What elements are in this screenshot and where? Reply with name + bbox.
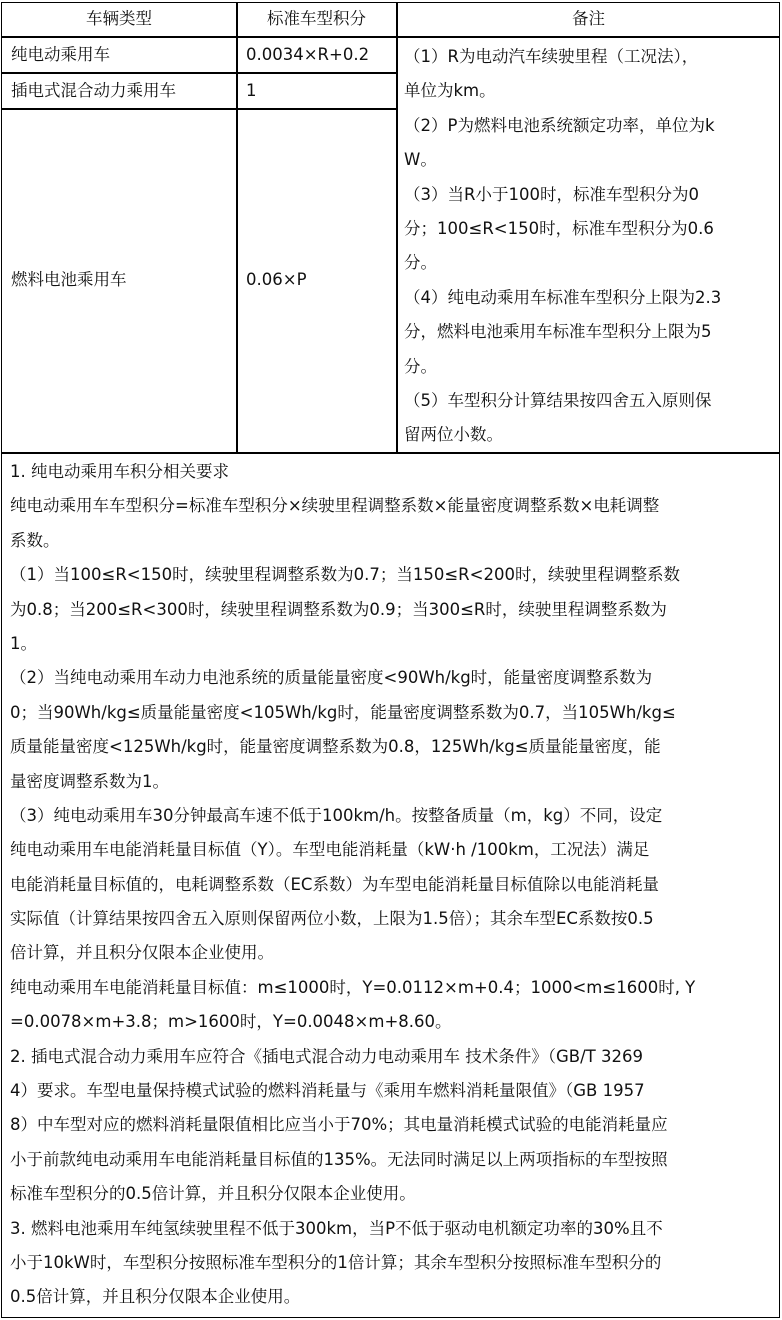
remarks-line: W。 <box>404 150 437 170</box>
notes-line: 质量能量密度<125Wh/kg时，能量密度调整系数为0.8，125Wh/kg≤质量能量密度，能 <box>10 737 661 757</box>
notes-line: 倍计算，并且积分仅限本企业使用。 <box>10 943 274 963</box>
notes-line: （2）当纯电动乘用车动力电池系统的质量能量密度<90Wh/kg时，能量密度调整系数为 <box>10 668 653 688</box>
notes-line: 标准车型积分的0.5倍计算，并且积分仅限本企业使用。 <box>10 1184 416 1204</box>
notes-line: 3. 燃料电池乘用车纯氢续驶里程不低于300km，当P不低于驱动电机额定功率的30%且不 <box>10 1218 663 1238</box>
row1-divider <box>1 72 397 74</box>
remarks-line: 分。 <box>404 356 437 376</box>
remarks-line: （1）R为电动汽车续驶里程（工况法）， <box>404 47 699 66</box>
row-fcev-type: 燃料电池乘用车 <box>11 270 127 289</box>
remarks-line: 留两位小数。 <box>404 425 503 445</box>
notes-line: 量密度调整系数为1。 <box>10 771 169 791</box>
notes-line: 4）要求。车型电量保持模式试验的燃料消耗量与《乘用车燃料消耗量限值》（GB 1957 <box>10 1081 645 1101</box>
notes-line: 1。 <box>10 633 37 653</box>
notes-line: 0；当90Wh/kg≤质量能量密度<105Wh/kg时，能量密度调整系数为0.7，当105Wh/kg≤ <box>10 702 676 722</box>
notes-line: 小于10kW时，车型积分按照标准车型积分的1倍计算；其余车型积分按照标准车型积分的 <box>10 1252 662 1272</box>
notes-line: （3）纯电动乘用车30分钟最高车速不低于100km/h。按整备质量（m，kg）不同，设定 <box>10 805 663 825</box>
notes-line: 1. 纯电动乘用车积分相关要求 <box>10 462 229 481</box>
col1-divider <box>236 2 238 453</box>
remarks-line: 分，燃料电池乘用车标准车型积分上限为5 <box>404 322 712 342</box>
col2-divider <box>396 2 398 453</box>
notes-line: 纯电动乘用车车型积分=标准车型积分×续驶里程调整系数×能量密度调整系数×电耗调整 <box>10 496 660 516</box>
row-fcev-score: 0.06×P <box>246 270 307 289</box>
notes-line: 0.5倍计算，并且积分仅限本企业使用。 <box>10 1287 301 1307</box>
notes-line: 为0.8；当200≤R<300时，续驶里程调整系数为0.9；当300≤R时，续驶里程调整系数为 <box>10 599 667 619</box>
notes-line: 8）中车型对应的燃料消耗量限值相比应当小于70%；其电量消耗模式试验的电能消耗量应 <box>10 1115 668 1135</box>
notes-line: 纯电动乘用车电能消耗量目标值：m≤1000时，Y=0.0112×m+0.4；1000<m≤1600时, Y <box>10 977 696 997</box>
row-phev-score: 1 <box>246 81 257 100</box>
remarks-line: 分；100≤R<150时，标准车型积分为0.6 <box>404 218 714 238</box>
row2-divider <box>1 108 397 110</box>
remarks-cell <box>404 40 776 453</box>
remarks-line: 单位为km。 <box>404 81 496 101</box>
header-remarks: 备注 <box>572 9 605 28</box>
remarks-line: （5）车型积分计算结果按四舍五入原则保 <box>404 390 712 410</box>
notes-line: （1）当100≤R<150时，续驶里程调整系数为0.7；当150≤R<200时，续驶里程调整系数 <box>10 565 680 585</box>
notes-line: 小于前款纯电动乘用车电能消耗量目标值的135%。无法同时满足以上两项指标的车型按照 <box>10 1149 668 1169</box>
header-standard-score: 标准车型积分 <box>267 9 366 28</box>
remarks-line: （2）P为燃料电池系统额定功率，单位为k <box>404 115 715 135</box>
notes-line: 实际值（计算结果按四舍五入原则保留两位小数，上限为1.5倍）；其余车型EC系数按0.5 <box>10 909 654 929</box>
notes-line: =0.0078×m+3.8；m>1600时，Y=0.0048×m+8.60。 <box>10 1012 452 1032</box>
notes-line: 纯电动乘用车电能消耗量目标值（Y）。车型电能消耗量（kW·h /100km，工况法）满足 <box>10 840 650 860</box>
header-vehicle-type: 车辆类型 <box>86 9 152 28</box>
remarks-line: 分。 <box>404 253 437 273</box>
notes-line: 电能消耗量目标值的，电耗调整系数（EC系数）为车型电能消耗量目标值除以电能消耗量 <box>10 874 659 894</box>
notes-line: 系数。 <box>10 530 60 550</box>
row-bev-type: 纯电动乘用车 <box>11 45 110 64</box>
header-divider <box>1 36 780 38</box>
remarks-line: （3）当R小于100时，标准车型积分为0 <box>404 184 699 204</box>
notes-line: 2. 插电式混合动力乘用车应符合《插电式混合动力电动乘用车 技术条件》（GB/T 3269 <box>10 1046 643 1066</box>
notes-cell <box>10 455 776 1315</box>
remarks-line: （4）纯电动乘用车标准车型积分上限为2.3 <box>404 287 722 307</box>
row-phev-type: 插电式混合动力乘用车 <box>11 81 176 100</box>
row-bev-score: 0.0034×R+0.2 <box>246 45 370 64</box>
